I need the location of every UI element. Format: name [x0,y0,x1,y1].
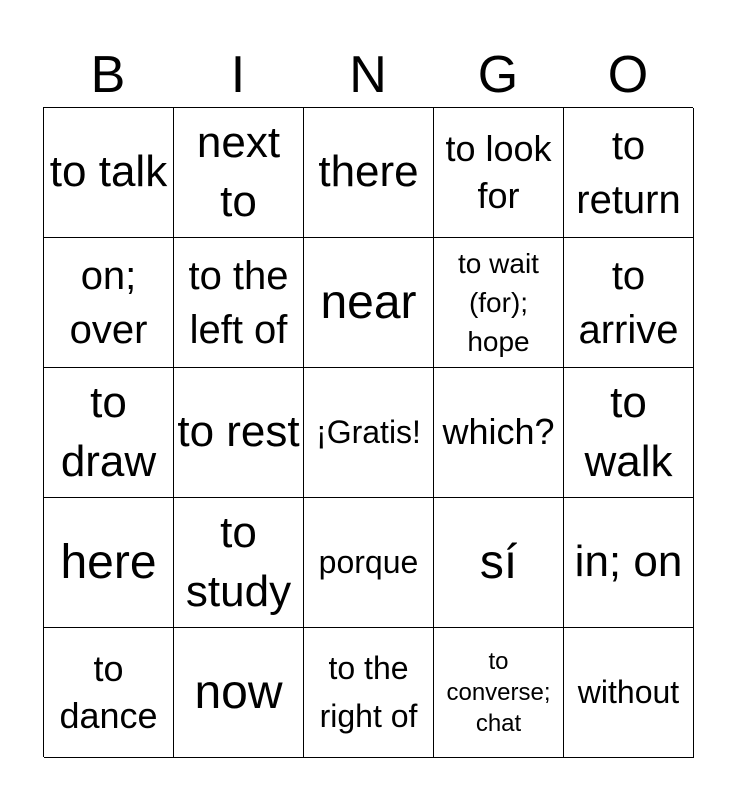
header-letter-o: O [607,46,649,104]
bingo-cell [564,368,694,498]
cell-text: ¡Gratis! [316,413,421,450]
bingo-cell [564,108,694,238]
cell-text: to wait (for); hope [458,247,539,358]
header-letter-g: G [477,46,519,104]
cell-text: to look for [445,128,552,216]
bingo-cell [564,238,694,368]
bingo-cell [174,498,304,628]
cell-text: to dance [59,648,158,736]
bingo-cell [564,628,694,758]
cell-text: to study [185,508,292,616]
bingo-cell [434,108,564,238]
cell-text: now [194,665,283,719]
cell-text: to the right of [319,650,418,734]
header-letter-i: I [230,46,246,104]
bingo-cell [174,628,304,758]
bingo-cell [304,108,434,238]
cell-text: here [60,535,157,589]
bingo-cell [44,238,174,368]
bingo-cell [434,628,564,758]
bingo-cell [44,368,174,498]
cell-text: porque [318,543,419,580]
cell-text: sí [479,535,518,589]
cell-text: to talk [49,147,168,197]
bingo-cell [304,238,434,368]
header-letter-n: N [349,46,387,104]
cell-text: in; on [574,537,683,587]
cell-text: to converse; chat [446,647,551,738]
bingo-cell [174,238,304,368]
header-letter-b: B [90,46,126,104]
cell-text: without [577,673,680,710]
bingo-header [43,44,693,106]
bingo-cell [304,628,434,758]
cell-text: to rest [177,407,300,457]
cell-text: to draw [60,378,157,486]
cell-text: to return [576,123,681,222]
cell-text: next to [196,118,281,226]
cell-text: which? [442,411,555,453]
bingo-cell [564,498,694,628]
cell-text: on; over [69,253,148,352]
bingo-cell [304,368,434,498]
bingo-cell [434,368,564,498]
bingo-cell [44,498,174,628]
cell-text: near [320,275,417,329]
bingo-grid [43,107,693,757]
cell-text: there [318,147,419,197]
bingo-cell [434,498,564,628]
bingo-cell [304,498,434,628]
bingo-cell [174,368,304,498]
bingo-cell [44,628,174,758]
cell-text: to walk [584,378,673,486]
bingo-cell [44,108,174,238]
bingo-cell [174,108,304,238]
bingo-cell [434,238,564,368]
cell-text: to the left of [188,253,289,352]
cell-text: to arrive [578,253,679,352]
